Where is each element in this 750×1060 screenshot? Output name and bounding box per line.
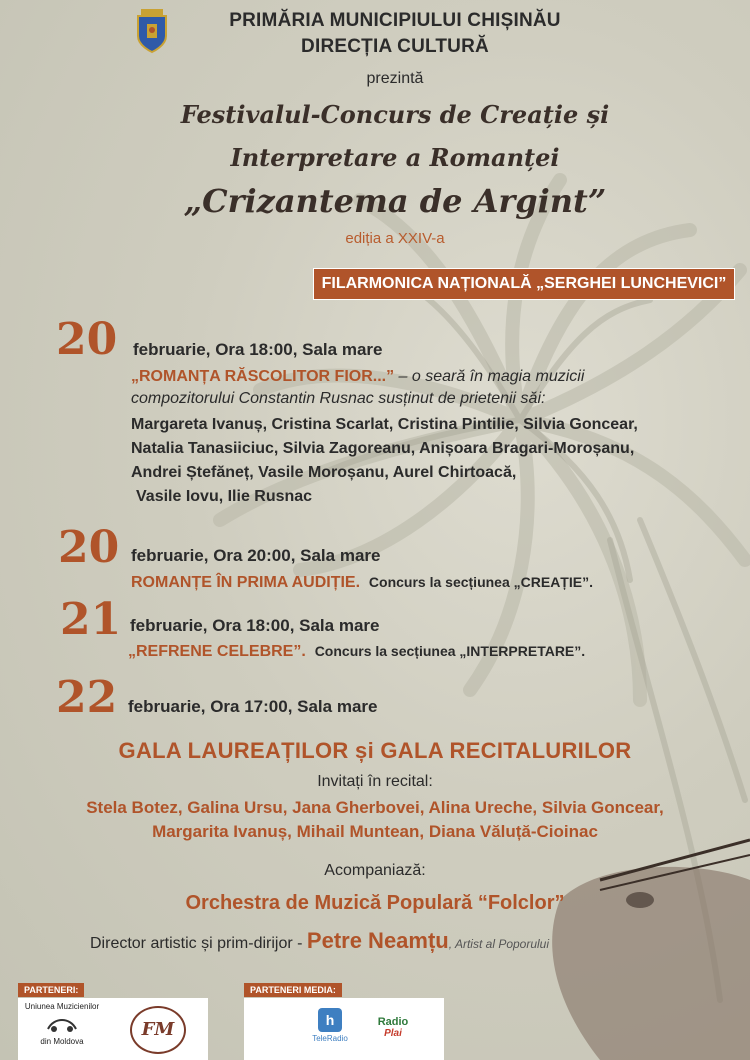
teleradio-icon: h [318,1008,342,1032]
musicians-union-text-2: din Moldova [40,1037,84,1046]
event-4-day: 22 [56,672,118,723]
event-1-performers-1: Margareta Ivanuș, Cristina Scarlat, Cristina Pintilie, Silvia Goncear, [131,416,638,433]
event-4-when: februarie, Ora 17:00, Sala mare [128,697,378,716]
musicians-union-text-1: Uniunea Muzicienilor [24,1002,100,1011]
music-notes-icon [42,1011,82,1035]
orchestra-name: Orchestra de Muzică Populară “Folclor” [185,892,565,914]
festival-title-line-2: Interpretare a Romanței [230,143,560,172]
event-2-day: 20 [58,522,120,573]
event-1-performers-4: Vasile Iovu, Ilie Rusnac [136,488,313,505]
event-1-title: „ROMANȚA RĂSCOLITOR FIOR...” [131,368,395,385]
event-3-when: februarie, Ora 18:00, Sala mare [130,616,380,635]
organizer-line-2: DIRECȚIA CULTURĂ [301,36,489,57]
event-3-title: „REFRENE CELEBRE”. [128,643,306,660]
partners-bar [0,980,750,1060]
director-name: Petre Neamțu [306,928,449,953]
event-2-when: februarie, Ora 20:00, Sala mare [131,546,381,565]
event-1-when: februarie, Ora 18:00, Sala mare [133,340,383,359]
event-1-title-row [131,368,584,386]
event-1-performers-2: Natalia Tanasiiciuc, Silvia Zagoreanu, Anișoara Bragari-Moroșanu, [131,440,635,457]
event-2-title-row [131,574,593,592]
guests-line-2: Margarita Ivanuș, Mihail Muntean, Diana Văluță-Cioinac [152,822,598,841]
event-2-title: ROMANȚE ÎN PRIMA AUDIȚIE. [131,574,361,591]
event-3-title-row [128,643,585,661]
invited-label: Invitați în recital: [317,773,433,790]
gala-title: GALA LAUREAȚILOR și GALA RECITALURILOR [118,738,632,763]
organizer-line-1: PRIMĂRIA MUNICIPIULUI CHIȘINĂU [229,10,561,31]
event-3-day: 21 [60,594,122,645]
edition-text: ediția a XXIV-a [345,230,445,247]
teleradio-text: TeleRadio [312,1034,348,1043]
event-3-desc: Concurs la secțiunea „INTERPRETARE”. [314,643,586,659]
radio-plai-text-2: Plai [384,1028,402,1039]
director-row [90,928,549,954]
media-partners-label: PARTENERI MEDIA: [244,983,342,997]
event-1-desc-2: compozitorului Constantin Rusnac susținut de prietenii săi: [131,390,546,407]
teleradio-logo [310,1008,350,1043]
director-title: , Artist al Poporului [448,937,550,951]
event-1-performers-3: Andrei Ștefăneț, Vasile Moroșanu, Aurel Chirtoacă, [131,464,517,481]
event-2-desc: Concurs la secțiunea „CREAȚIE”. [368,574,593,590]
venue-banner: FILARMONICA NAȚIONALĂ „SERGHEI LUNCHEVICI” [313,268,735,300]
guests-line-1: Stela Botez, Galina Ursu, Jana Gherbovei, Alina Ureche, Silvia Goncear, [86,798,664,817]
director-label: Director artistic și prim-dirijor - [90,935,307,952]
musicians-union-logo [22,1002,102,1056]
partners-label: PARTENERI: [18,983,84,997]
presents-text: prezintă [366,70,424,87]
festival-title-line-3: „Crizantema de Argint” [183,182,607,220]
event-1-day: 20 [56,314,118,365]
radio-plai-logo [358,1016,428,1039]
accompany-label: Acompaniază: [324,862,426,879]
fm-logo: FM [130,1006,186,1054]
event-1-desc-1: – o seară în magia muzicii [394,368,585,385]
festival-title-line-1: Festivalul-Concurs de Creație și [180,100,610,129]
radio-plai-text-1: Radio [377,1016,409,1028]
